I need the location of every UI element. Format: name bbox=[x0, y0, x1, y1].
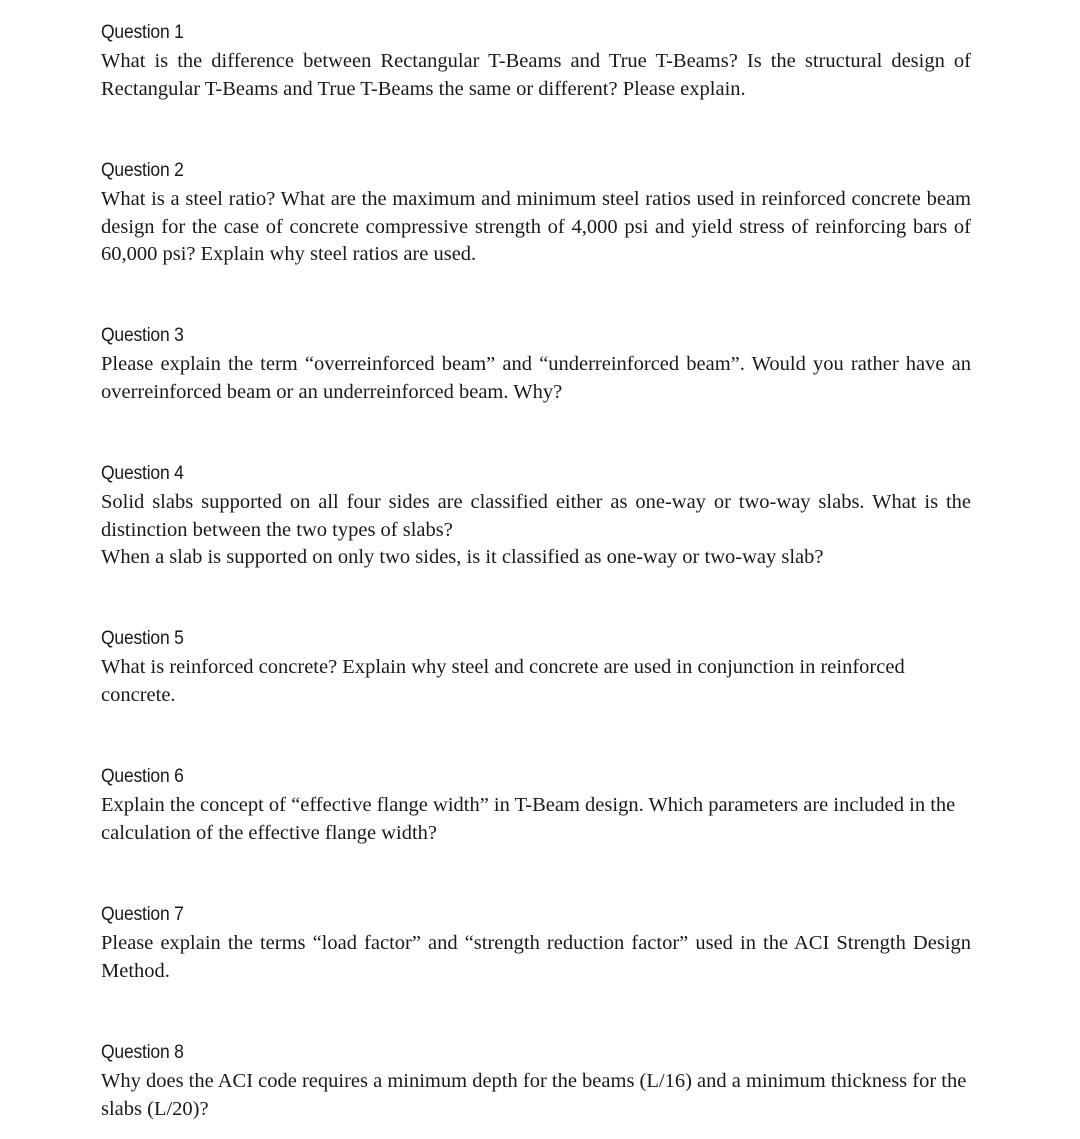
question-4 bbox=[101, 463, 971, 572]
question-heading: Question 3 bbox=[101, 325, 184, 346]
question-heading: Question 6 bbox=[101, 766, 184, 787]
question-text: Please explain the terms “load factor” and “strength reduction factor” used in the ACI Strength Design Method. bbox=[101, 932, 971, 982]
question-text: What is a steel ratio? What are the maximum and minimum steel ratios used in reinforced concrete beam design for the case of concrete compressive strength of 4,000 psi and yield stress of reinforcing bars of 60,000 psi? Explain why steel ratios are used. bbox=[101, 188, 971, 265]
question-text: What is reinforced concrete? Explain why steel and concrete are used in conjunction in reinforced concrete. bbox=[101, 656, 905, 706]
question-heading: Question 2 bbox=[101, 160, 184, 181]
question-2 bbox=[101, 160, 971, 269]
question-heading: Question 8 bbox=[101, 1042, 184, 1063]
question-7 bbox=[101, 904, 971, 985]
question-5 bbox=[101, 628, 971, 709]
question-8 bbox=[101, 1042, 971, 1123]
question-text: Please explain the term “overreinforced beam” and “underreinforced beam”. Would you rather have an overreinforced beam or an underreinforced beam. Why? bbox=[101, 353, 971, 403]
question-text: When a slab is supported on only two sides, is it classified as one-way or two-way slab? bbox=[101, 546, 824, 568]
question-text: What is the difference between Rectangular T-Beams and True T-Beams? Is the structural design of Rectangular T-Beams and True T-Beams the same or different? Please explain. bbox=[101, 50, 971, 100]
question-heading: Question 5 bbox=[101, 628, 184, 649]
question-text: Solid slabs supported on all four sides are classified either as one-way or two-way slabs. What is the distinction between the two types of slabs? bbox=[101, 491, 971, 541]
question-heading: Question 7 bbox=[101, 904, 184, 925]
question-1 bbox=[101, 22, 971, 103]
question-6 bbox=[101, 766, 971, 847]
question-heading: Question 1 bbox=[101, 22, 184, 43]
question-heading: Question 4 bbox=[101, 463, 184, 484]
question-3 bbox=[101, 325, 971, 406]
question-text: Explain the concept of “effective flange width” in T-Beam design. Which parameters are included in the calculation of the effective flange width? bbox=[101, 794, 956, 844]
question-text: Why does the ACI code requires a minimum depth for the beams (L/16) and a minimum thickness for the slabs (L/20)? bbox=[101, 1070, 967, 1120]
